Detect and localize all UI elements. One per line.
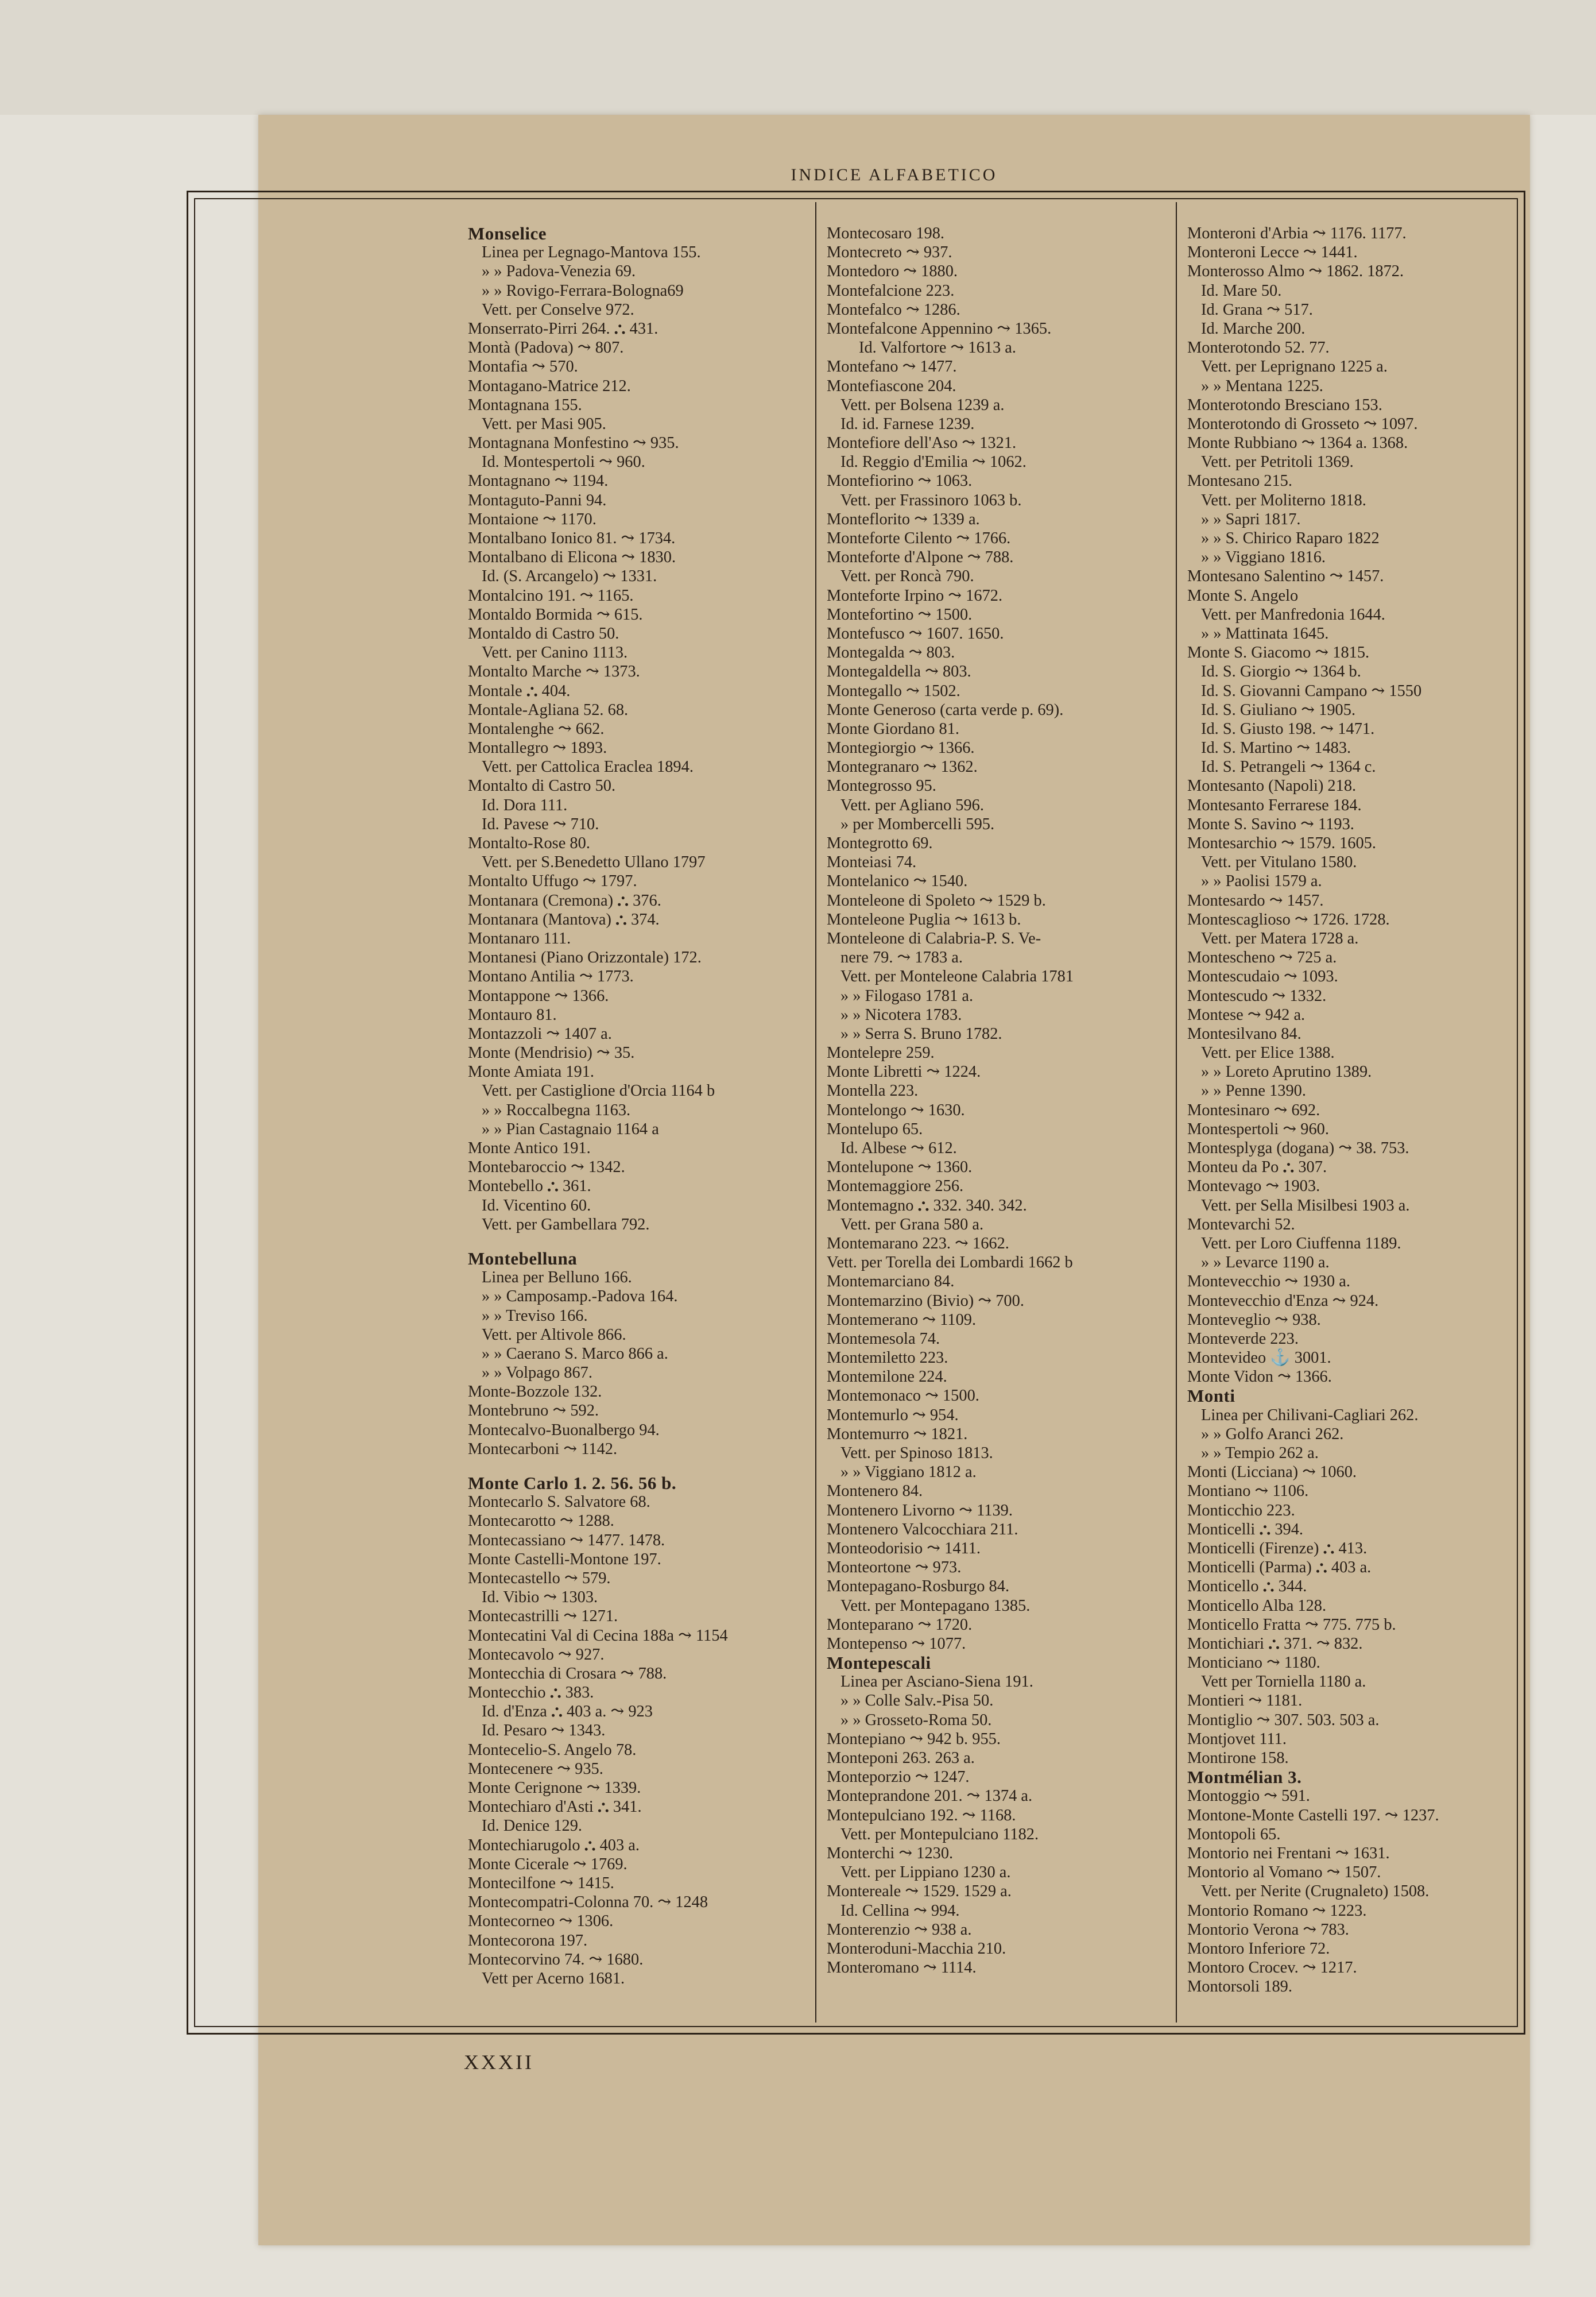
index-heading: Montebelluna bbox=[468, 1248, 578, 1269]
index-entry: Monteveglio ⤳ 938. bbox=[1187, 1310, 1321, 1329]
index-entry: Vett. per Nerite (Crugnaleto) 1508. bbox=[1201, 1882, 1430, 1901]
index-entry: Montescheno ⤳ 725 a. bbox=[1187, 949, 1337, 967]
index-entry: Vett. per Masi 905. bbox=[482, 415, 606, 433]
index-entry: » » Mentana 1225. bbox=[1201, 377, 1323, 395]
index-entry: Montesano 215. bbox=[1187, 472, 1292, 490]
index-entry: Vett. per Frassinoro 1063 b. bbox=[840, 491, 1022, 509]
index-entry: Montalcino 191. ⤳ 1165. bbox=[468, 586, 634, 605]
index-entry: Id. Cellina ⤳ 994. bbox=[840, 1901, 960, 1920]
index-entry: Montefusco ⤳ 1607. 1650. bbox=[827, 624, 1004, 643]
index-entry: Monte Antico 191. bbox=[468, 1139, 591, 1157]
index-entry: » » Padova-Venezia 69. bbox=[482, 262, 636, 281]
index-entry: Linea per Belluno 166. bbox=[482, 1269, 632, 1287]
index-entry: Linea per Chilivani-Cagliari 262. bbox=[1201, 1406, 1419, 1424]
index-entry: Monte Giordano 81. bbox=[827, 720, 960, 738]
index-entry: Vett. per Elice 1388. bbox=[1201, 1044, 1335, 1062]
index-entry: Vett. per Bolsena 1239 a. bbox=[840, 396, 1005, 414]
index-entry: Monteu da Po ⛬ 307. bbox=[1187, 1158, 1327, 1177]
index-entry: Montese ⤳ 942 a. bbox=[1187, 1006, 1306, 1024]
index-entry: Montegranaro ⤳ 1362. bbox=[827, 758, 978, 776]
index-entry: Montanesi (Piano Orizzontale) 172. bbox=[468, 949, 702, 967]
index-entry: Montecassiano ⤳ 1477. 1478. bbox=[468, 1531, 665, 1549]
index-entry: Vett. per Matera 1728 a. bbox=[1201, 929, 1359, 948]
index-entry: » » Serra S. Bruno 1782. bbox=[840, 1024, 1002, 1043]
index-entry: Montemonaco ⤳ 1500. bbox=[827, 1387, 979, 1405]
index-entry: Monteponi 263. 263 a. bbox=[827, 1749, 975, 1767]
index-entry: Monteroni d'Arbia ⤳ 1176. 1177. bbox=[1187, 225, 1407, 242]
index-entry: Id. Denice 129. bbox=[482, 1817, 583, 1835]
index-entry: Montespertoli ⤳ 960. bbox=[1187, 1120, 1329, 1138]
index-entry: Id. Vicentino 60. bbox=[482, 1196, 591, 1215]
index-entry: Vett. per Cattolica Eraclea 1894. bbox=[482, 758, 694, 776]
index-entry: Montesanto (Napoli) 218. bbox=[1187, 777, 1357, 795]
index-entry: Montenero 84. bbox=[827, 1482, 923, 1501]
index-entry: Montagnano ⤳ 1194. bbox=[468, 472, 609, 490]
index-entry: Montevecchio d'Enza ⤳ 924. bbox=[1187, 1291, 1379, 1310]
index-entry: Vett. per Canino 1113. bbox=[482, 644, 628, 662]
index-entry: Id. S. Martino ⤳ 1483. bbox=[1201, 739, 1351, 757]
index-entry: » » Filogaso 1781 a. bbox=[840, 987, 974, 1005]
index-entry: Montefano ⤳ 1477. bbox=[827, 358, 957, 376]
index-entry: Montecorona 197. bbox=[468, 1931, 588, 1950]
index-entry: Montalto-Rose 80. bbox=[468, 834, 590, 852]
index-entry: Vett per Torniella 1180 a. bbox=[1201, 1673, 1366, 1691]
index-entry: Montecorvino 74. ⤳ 1680. bbox=[468, 1950, 644, 1969]
index-entry: Montecchio ⛬ 383. bbox=[468, 1684, 594, 1702]
index-entry: Monte-Bozzole 132. bbox=[468, 1383, 602, 1401]
index-entry: » » Pian Castagnaio 1164 a bbox=[482, 1120, 659, 1138]
index-entry: Monteiasi 74. bbox=[827, 853, 917, 872]
index-entry: » » Nicotera 1783. bbox=[840, 1006, 962, 1024]
index-entry: Montefalcione 223. bbox=[827, 281, 955, 300]
index-entry: Montalto Marche ⤳ 1373. bbox=[468, 663, 640, 681]
index-entry: » » Sapri 1817. bbox=[1201, 510, 1301, 528]
index-entry: Id. Valfortore ⤳ 1613 a. bbox=[859, 339, 1016, 357]
index-entry: Montecarotto ⤳ 1288. bbox=[468, 1512, 614, 1530]
index-entry: Montelepre 259. bbox=[827, 1044, 935, 1062]
index-entry: Montefiore dell'Aso ⤳ 1321. bbox=[827, 434, 1017, 453]
index-entry: Vett. per Agliano 596. bbox=[840, 796, 984, 814]
index-entry: Monteforte d'Alpone ⤳ 788. bbox=[827, 548, 1014, 567]
index-entry: Monticelli ⛬ 394. bbox=[1187, 1520, 1304, 1538]
index-entry: Monterenzio ⤳ 938 a. bbox=[827, 1920, 972, 1939]
index-entry: Montanara (Cremona) ⛬ 376. bbox=[468, 891, 661, 910]
index-entry: Montorio nei Frentani ⤳ 1631. bbox=[1187, 1844, 1390, 1862]
index-entry: » » Tempio 262 a. bbox=[1201, 1444, 1319, 1462]
index-entry: Linea per Asciano-Siena 191. bbox=[840, 1673, 1033, 1691]
index-entry: Montecelio-S. Angelo 78. bbox=[468, 1741, 637, 1759]
index-entry: Montedoro ⤳ 1880. bbox=[827, 262, 958, 281]
index-entry: Id. S. Giorgio ⤳ 1364 b. bbox=[1201, 663, 1361, 681]
index-entry: Montelupone ⤳ 1360. bbox=[827, 1158, 973, 1177]
index-entry: Vett. per Vitulano 1580. bbox=[1201, 853, 1357, 872]
index-entry: Monte Rubbiano ⤳ 1364 a. 1368. bbox=[1187, 434, 1408, 453]
index-entry: Montella 223. bbox=[827, 1082, 919, 1100]
index-entry: Monte (Mendrisio) ⤳ 35. bbox=[468, 1044, 635, 1062]
index-entry: Monte Cerignone ⤳ 1339. bbox=[468, 1779, 641, 1797]
index-entry: Montevideo ⚓ 3001. bbox=[1187, 1349, 1331, 1367]
index-entry: Montefiascone 204. bbox=[827, 377, 956, 395]
index-entry: Monti (Licciana) ⤳ 1060. bbox=[1187, 1463, 1357, 1482]
index-entry: Id. d'Enza ⛬ 403 a. ⤳ 923 bbox=[482, 1703, 653, 1721]
index-entry: Montepenso ⤳ 1077. bbox=[827, 1634, 966, 1653]
index-entry: » per Mombercelli 595. bbox=[840, 815, 995, 833]
index-entry: Vett. per Lippiano 1230 a. bbox=[840, 1863, 1011, 1882]
index-entry: Id. S. Giovanni Campano ⤳ 1550 bbox=[1201, 682, 1422, 700]
index-entry: » » Paolisi 1579 a. bbox=[1201, 872, 1322, 891]
index-entry: Id. Albese ⤳ 612. bbox=[840, 1139, 957, 1157]
index-entry: Monte Amiata 191. bbox=[468, 1063, 594, 1081]
index-column-3 bbox=[1187, 224, 1532, 1996]
index-entry: Montone-Monte Castelli 197. ⤳ 1237. bbox=[1187, 1806, 1439, 1824]
index-heading: Monti bbox=[1187, 1386, 1235, 1406]
index-entry: Monterchi ⤳ 1230. bbox=[827, 1844, 954, 1862]
index-entry: Id. Pesaro ⤳ 1343. bbox=[482, 1722, 606, 1740]
index-entry: Montaione ⤳ 1170. bbox=[468, 510, 596, 528]
index-column-1 bbox=[468, 224, 807, 1988]
index-entry: Montesinaro ⤳ 692. bbox=[1187, 1101, 1320, 1119]
index-entry: Vett per Acerno 1681. bbox=[482, 1969, 625, 1987]
index-entry: Montevarchi 52. bbox=[1187, 1215, 1295, 1233]
index-entry: Montefiorino ⤳ 1063. bbox=[827, 472, 973, 490]
index-entry: » » Grosseto-Roma 50. bbox=[840, 1711, 992, 1729]
index-entry: Monteporzio ⤳ 1247. bbox=[827, 1768, 970, 1786]
index-entry: » » Viggiano 1816. bbox=[1201, 548, 1326, 567]
index-entry: Montemaggiore 256. bbox=[827, 1177, 964, 1196]
index-entry: Montopoli 65. bbox=[1187, 1825, 1281, 1843]
index-entry: Montecavolo ⤳ 927. bbox=[468, 1645, 605, 1664]
index-entry: Monteleone di Calabria-P. S. Ve- bbox=[827, 929, 1041, 948]
index-entry: Montecorneo ⤳ 1306. bbox=[468, 1912, 614, 1931]
index-entry: Montagnana Monfestino ⤳ 935. bbox=[468, 434, 679, 453]
index-column-2 bbox=[827, 224, 1171, 1977]
index-entry: Monte Vidon ⤳ 1366. bbox=[1187, 1368, 1332, 1386]
index-entry: Montebruno ⤳ 592. bbox=[468, 1402, 599, 1420]
index-entry: Montechiarugolo ⛬ 403 a. bbox=[468, 1836, 640, 1854]
index-entry: Vett. per Torella dei Lombardi 1662 b bbox=[827, 1254, 1073, 1272]
index-entry: Montalto Uffugo ⤳ 1797. bbox=[468, 872, 637, 891]
index-entry: Montegrotto 69. bbox=[827, 834, 933, 852]
index-entry: Montano Antilia ⤳ 1773. bbox=[468, 968, 634, 986]
index-entry: Id. Vibio ⤳ 1303. bbox=[482, 1588, 598, 1607]
index-entry: Vett. per Manfredonia 1644. bbox=[1201, 605, 1385, 624]
index-entry: Montepagano-Rosburgo 84. bbox=[827, 1577, 1010, 1596]
index-entry: Montanaro 111. bbox=[468, 929, 571, 948]
index-entry: Montorio al Vomano ⤳ 1507. bbox=[1187, 1863, 1381, 1882]
index-entry: Monteleone di Spoleto ⤳ 1529 b. bbox=[827, 891, 1046, 910]
index-entry: Montefalcone Appennino ⤳ 1365. bbox=[827, 319, 1052, 338]
index-entry: Vett. per Montepagano 1385. bbox=[840, 1596, 1031, 1615]
index-entry: Id. (S. Arcangelo) ⤳ 1331. bbox=[482, 567, 657, 586]
index-entry: Montiglio ⤳ 307. 503. 503 a. bbox=[1187, 1711, 1380, 1729]
index-entry: Id. Marche 200. bbox=[1201, 319, 1306, 338]
index-entry: Vett. per Spinoso 1813. bbox=[840, 1444, 993, 1462]
index-heading: Montmélian 3. bbox=[1187, 1768, 1302, 1787]
index-entry: Id. Pavese ⤳ 710. bbox=[482, 815, 599, 833]
index-entry: » » Golfo Aranci 262. bbox=[1201, 1425, 1344, 1443]
index-entry: Montecosaro 198. bbox=[827, 225, 945, 242]
index-entry: » » Mattinata 1645. bbox=[1201, 624, 1329, 643]
index-entry: Montecalvo-Buonalbergo 94. bbox=[468, 1421, 660, 1439]
index-entry: Monteromano ⤳ 1114. bbox=[827, 1959, 977, 1977]
index-entry: Vett. per Petritoli 1369. bbox=[1201, 453, 1354, 471]
index-entry: Montesilvano 84. bbox=[1187, 1024, 1301, 1043]
index-entry: Montemurro ⤳ 1821. bbox=[827, 1425, 968, 1443]
index-entry: Montemesola 74. bbox=[827, 1329, 940, 1348]
index-entry: Montegaldella ⤳ 803. bbox=[827, 663, 971, 681]
index-entry: Montepulciano 192. ⤳ 1168. bbox=[827, 1806, 1016, 1824]
index-entry: nere 79. ⤳ 1783 a. bbox=[840, 949, 963, 967]
index-entry: Monticelli (Parma) ⛬ 403 a. bbox=[1187, 1559, 1372, 1577]
index-entry: Montoggio ⤳ 591. bbox=[1187, 1787, 1310, 1805]
index-entry: Montebello ⛬ 361. bbox=[468, 1177, 591, 1196]
index-entry: Montecastrilli ⤳ 1271. bbox=[468, 1607, 618, 1626]
index-entry: Id. Grana ⤳ 517. bbox=[1201, 300, 1313, 319]
index-entry: Montaldo Bormida ⤳ 615. bbox=[468, 605, 643, 624]
index-entry: Montoro Inferiore 72. bbox=[1187, 1939, 1330, 1958]
index-entry: Linea per Legnago-Mantova 155. bbox=[482, 243, 701, 262]
index-entry: Monteroni Lecce ⤳ 1441. bbox=[1187, 243, 1358, 262]
index-entry: Montesplуga (dogana) ⤳ 38. 753. bbox=[1187, 1139, 1409, 1157]
index-entry: Montelongo ⤳ 1630. bbox=[827, 1101, 965, 1119]
index-entry: » » Camposamp.-Padova 164. bbox=[482, 1287, 678, 1306]
index-entry: Vett. per Gambellara 792. bbox=[482, 1215, 650, 1233]
index-heading: Monselice bbox=[468, 224, 547, 243]
index-entry: Vett. per Sella Misilbesi 1903 a. bbox=[1201, 1196, 1410, 1215]
index-entry: Montelanico ⤳ 1540. bbox=[827, 872, 968, 891]
index-entry: Montemiletto 223. bbox=[827, 1349, 948, 1367]
index-entry: Montecarboni ⤳ 1142. bbox=[468, 1440, 618, 1458]
index-entry: Vett. per Altivole 866. bbox=[482, 1325, 626, 1344]
index-entry: Montappone ⤳ 1366. bbox=[468, 987, 609, 1005]
entry-spacer bbox=[468, 1234, 807, 1249]
index-entry: » » Caerano S. Marco 866 a. bbox=[482, 1344, 668, 1363]
index-entry: Id. id. Farnese 1239. bbox=[840, 415, 975, 433]
index-heading: Montepescali bbox=[827, 1653, 931, 1673]
index-entry: Monteodorisio ⤳ 1411. bbox=[827, 1539, 981, 1557]
index-entry: Montagnana 155. bbox=[468, 396, 582, 414]
index-entry: Monteleone Puglia ⤳ 1613 b. bbox=[827, 910, 1021, 929]
index-entry: Monticchio 223. bbox=[1187, 1501, 1295, 1519]
index-entry: Id. Dora 111. bbox=[482, 796, 568, 814]
page-header: INDICE ALFABETICO bbox=[791, 165, 998, 184]
index-entry: Montoro Crocev. ⤳ 1217. bbox=[1187, 1959, 1357, 1977]
index-entry: Montafia ⤳ 570. bbox=[468, 358, 578, 376]
index-entry: Montecenere ⤳ 935. bbox=[468, 1760, 603, 1778]
index-entry: Vett. per Roncà 790. bbox=[840, 567, 974, 586]
entry-spacer bbox=[468, 1459, 807, 1474]
index-entry: Monteflorito ⤳ 1339 a. bbox=[827, 510, 980, 528]
index-entry: Montà (Padova) ⤳ 807. bbox=[468, 339, 624, 357]
index-heading: Monte Carlo 1. 2. 56. 56 b. bbox=[468, 1474, 677, 1493]
index-entry: Montenero Valcocchiara 211. bbox=[827, 1520, 1018, 1538]
index-entry: Monterotondo di Grosseto ⤳ 1097. bbox=[1187, 415, 1418, 433]
scan-background bbox=[0, 0, 1596, 115]
index-entry: Montemurlo ⤳ 954. bbox=[827, 1406, 959, 1424]
index-entry: Monte Generoso (carta verde p. 69). bbox=[827, 701, 1064, 719]
column-rule bbox=[1176, 202, 1177, 2023]
index-entry: » » Levarce 1190 a. bbox=[1201, 1254, 1330, 1272]
index-entry: Vett. per Castiglione d'Orcia 1164 b bbox=[482, 1082, 715, 1100]
index-entry: Montesanto Ferrarese 184. bbox=[1187, 796, 1362, 814]
index-entry: » » Roccalbegna 1163. bbox=[482, 1101, 631, 1119]
index-entry: Monterosso Almo ⤳ 1862. 1872. bbox=[1187, 262, 1404, 281]
index-entry: Id. Mare 50. bbox=[1201, 281, 1282, 300]
index-entry: Montegrosso 95. bbox=[827, 777, 936, 795]
index-entry: Vett. per Leprignano 1225 a. bbox=[1201, 358, 1388, 376]
index-entry: Montauro 81. bbox=[468, 1006, 557, 1024]
index-entry: Montereale ⤳ 1529. 1529 a. bbox=[827, 1882, 1012, 1901]
index-entry: Montemarano 223. ⤳ 1662. bbox=[827, 1234, 1009, 1252]
index-entry: » » Treviso 166. bbox=[482, 1306, 588, 1325]
index-entry: Id. S. Giusto 198. ⤳ 1471. bbox=[1201, 720, 1375, 738]
index-entry: » » Viggiano 1812 a. bbox=[840, 1463, 977, 1482]
index-entry: Id. Montespertoli ⤳ 960. bbox=[482, 453, 645, 471]
index-entry: Montale ⛬ 404. bbox=[468, 682, 571, 700]
index-entry: Vett. per Grana 580 a. bbox=[840, 1215, 984, 1233]
index-entry: Monteforte Irpino ⤳ 1672. bbox=[827, 586, 1003, 605]
index-entry: Montale-Agliana 52. 68. bbox=[468, 701, 629, 719]
index-entry: Montalenghe ⤳ 662. bbox=[468, 720, 605, 738]
index-entry: Monteortone ⤳ 973. bbox=[827, 1559, 962, 1577]
index-entry: Montemilone 224. bbox=[827, 1368, 947, 1386]
index-entry: Montecarlo S. Salvatore 68. bbox=[468, 1493, 650, 1511]
index-entry: Montegiorgio ⤳ 1366. bbox=[827, 739, 975, 757]
index-entry: Montieri ⤳ 1181. bbox=[1187, 1692, 1303, 1710]
index-entry: Montecchia di Crosara ⤳ 788. bbox=[468, 1664, 667, 1683]
index-entry: Vett. per S.Benedetto Ullano 1797 bbox=[482, 853, 706, 872]
index-entry: Monticiano ⤳ 1180. bbox=[1187, 1654, 1320, 1672]
index-entry: Vett. per Conselve 972. bbox=[482, 300, 634, 319]
index-entry: Monticello Fratta ⤳ 775. 775 b. bbox=[1187, 1615, 1396, 1634]
index-entry: Montesarchio ⤳ 1579. 1605. bbox=[1187, 834, 1376, 852]
index-entry: Montescudo ⤳ 1332. bbox=[1187, 987, 1327, 1005]
index-entry: Montesardo ⤳ 1457. bbox=[1187, 891, 1324, 910]
index-entry: » » Loreto Aprutino 1389. bbox=[1201, 1063, 1372, 1081]
index-entry: Montichiari ⛬ 371. ⤳ 832. bbox=[1187, 1634, 1363, 1653]
index-entry: Montebaroccio ⤳ 1342. bbox=[468, 1158, 625, 1177]
index-entry: Montescaglioso ⤳ 1726. 1728. bbox=[1187, 910, 1390, 929]
index-entry: Monticelli (Firenze) ⛬ 413. bbox=[1187, 1539, 1368, 1557]
index-entry: Montemerano ⤳ 1109. bbox=[827, 1310, 977, 1329]
index-entry: Montalbano Ionico 81. ⤳ 1734. bbox=[468, 529, 676, 547]
index-entry: Monterotondo Bresciano 153. bbox=[1187, 396, 1382, 414]
index-entry: Montagano-Matrice 212. bbox=[468, 377, 631, 395]
index-entry: Montemarciano 84. bbox=[827, 1273, 955, 1291]
index-entry: Montiano ⤳ 1106. bbox=[1187, 1482, 1309, 1501]
index-entry: Montescudaio ⤳ 1093. bbox=[1187, 968, 1338, 986]
index-entry: Id. S. Petrangeli ⤳ 1364 c. bbox=[1201, 758, 1376, 776]
index-entry: Montaldo di Castro 50. bbox=[468, 624, 619, 643]
index-entry: » » Colle Salv.-Pisa 50. bbox=[840, 1692, 994, 1710]
index-entry: Monte Libretti ⤳ 1224. bbox=[827, 1063, 981, 1081]
index-entry: Montepiano ⤳ 942 b. 955. bbox=[827, 1730, 1001, 1748]
page-number: XXXII bbox=[464, 2051, 534, 2074]
index-entry: Monteprandone 201. ⤳ 1374 a. bbox=[827, 1787, 1033, 1805]
index-entry: Montevago ⤳ 1903. bbox=[1187, 1177, 1320, 1196]
index-entry: Montechiaro d'Asti ⛬ 341. bbox=[468, 1798, 642, 1816]
index-entry: Monteroduni-Macchia 210. bbox=[827, 1939, 1006, 1958]
index-entry: » » S. Chirico Raparo 1822 bbox=[1201, 529, 1380, 547]
index-entry: Montemarzino (Bivio) ⤳ 700. bbox=[827, 1291, 1024, 1310]
index-entry: Montorsoli 189. bbox=[1187, 1978, 1292, 1996]
index-entry: Montefalco ⤳ 1286. bbox=[827, 300, 960, 319]
index-entry: Monteforte Cilento ⤳ 1766. bbox=[827, 529, 1011, 547]
index-entry: Monte S. Giacomo ⤳ 1815. bbox=[1187, 644, 1370, 662]
index-entry: Montecompatri-Colonna 70. ⤳ 1248 bbox=[468, 1893, 708, 1912]
index-entry: Montallegro ⤳ 1893. bbox=[468, 739, 607, 757]
index-entry: Monte S. Angelo bbox=[1187, 586, 1299, 605]
index-entry: Id. S. Giuliano ⤳ 1905. bbox=[1201, 701, 1356, 719]
index-entry: Montorio Romano ⤳ 1223. bbox=[1187, 1901, 1367, 1920]
index-entry: » » Rovigo-Ferrara-Bologna69 bbox=[482, 281, 684, 300]
index-entry: Montjovet 111. bbox=[1187, 1730, 1287, 1748]
index-entry: Vett. per Moliterno 1818. bbox=[1201, 491, 1366, 509]
index-entry: » » Volpago 867. bbox=[482, 1364, 592, 1382]
index-entry: Montaguto-Panni 94. bbox=[468, 491, 607, 509]
index-entry: Monte Cicerale ⤳ 1769. bbox=[468, 1855, 627, 1873]
index-entry: Montevecchio ⤳ 1930 a. bbox=[1187, 1273, 1350, 1291]
index-entry: Montefortino ⤳ 1500. bbox=[827, 605, 973, 624]
index-entry: Vett. per Loro Ciuffenna 1189. bbox=[1201, 1234, 1401, 1252]
index-entry: Montalbano di Elicona ⤳ 1830. bbox=[468, 548, 676, 567]
index-entry: Montegallo ⤳ 1502. bbox=[827, 682, 960, 700]
index-entry: Montenero Livorno ⤳ 1139. bbox=[827, 1501, 1013, 1519]
index-entry: Montorio Verona ⤳ 783. bbox=[1187, 1920, 1349, 1939]
index-entry: Montecreto ⤳ 937. bbox=[827, 243, 952, 262]
index-entry: Monterotondo 52. 77. bbox=[1187, 339, 1330, 357]
index-entry: Montesano Salentino ⤳ 1457. bbox=[1187, 567, 1384, 586]
index-entry: Montazzoli ⤳ 1407 a. bbox=[468, 1024, 612, 1043]
column-rule bbox=[815, 202, 816, 2023]
index-entry: Montirone 158. bbox=[1187, 1749, 1289, 1767]
index-entry: Monticello ⛬ 344. bbox=[1187, 1577, 1307, 1596]
index-entry: Monte S. Savino ⤳ 1193. bbox=[1187, 815, 1354, 833]
index-entry: Montecilfone ⤳ 1415. bbox=[468, 1874, 614, 1892]
index-entry: Montecatini Val di Cecina 188a ⤳ 1154 bbox=[468, 1626, 728, 1645]
index-entry: Montecastello ⤳ 579. bbox=[468, 1569, 611, 1587]
index-entry: Vett. per Montepulciano 1182. bbox=[840, 1825, 1039, 1843]
index-entry: Monteverde 223. bbox=[1187, 1329, 1299, 1348]
index-entry: Montalto di Castro 50. bbox=[468, 777, 616, 795]
index-entry: Monticello Alba 128. bbox=[1187, 1596, 1327, 1615]
index-entry: Monteparano ⤳ 1720. bbox=[827, 1615, 973, 1634]
index-entry: » » Penne 1390. bbox=[1201, 1082, 1306, 1100]
index-entry: Monte Castelli-Montone 197. bbox=[468, 1550, 661, 1568]
index-entry: Monserrato-Pirri 264. ⛬ 431. bbox=[468, 319, 658, 338]
index-entry: Vett. per Monteleone Calabria 1781 bbox=[840, 968, 1074, 986]
index-entry: Montelupo 65. bbox=[827, 1120, 923, 1138]
index-entry: Montanara (Mantova) ⛬ 374. bbox=[468, 910, 660, 929]
index-entry: Montegalda ⤳ 803. bbox=[827, 644, 955, 662]
index-entry: Id. Reggio d'Emilia ⤳ 1062. bbox=[840, 453, 1026, 471]
index-entry: Montemagno ⛬ 332. 340. 342. bbox=[827, 1196, 1027, 1215]
